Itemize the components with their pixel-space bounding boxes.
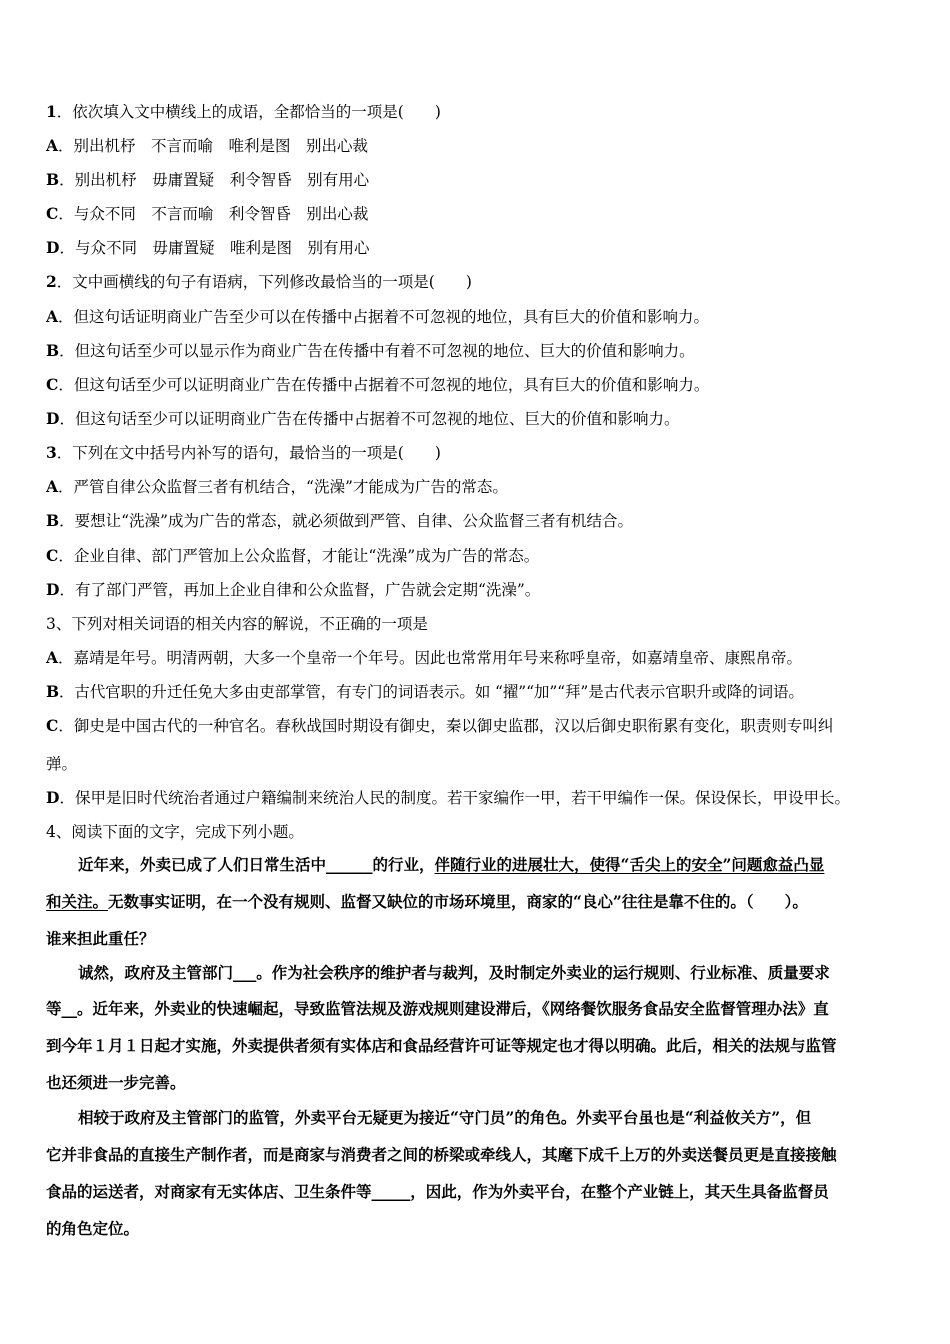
question-2-option-a [46, 307, 709, 327]
fill-blank: _____ [371, 1182, 411, 1201]
passage-text: 无数事实证明，在一个没有规则、监督又缺位的市场环境里，商家的“良心”往往是靠不住的。（ ）。 [108, 892, 808, 911]
fill-blank: ___ [233, 963, 257, 982]
option-letter: B [46, 341, 60, 360]
option-text: ．与众不同 毋庸置疑 唯利是图 别有用心 [59, 239, 370, 257]
option-letter: D [46, 409, 60, 428]
option-text: ．别出机杼 毋庸置疑 利令智昏 别有用心 [59, 171, 370, 189]
passage-text: 近年来，外卖已成了人们日常生活中 [78, 855, 327, 874]
option-text: ．有了部门严管，再加上企业自律和公众监督，广告就会定期“洗澡”。 [59, 581, 541, 599]
question-1-option-a [46, 136, 368, 156]
question-3-option-d [46, 580, 540, 600]
option-letter: D [46, 580, 60, 599]
passage-text: 诚然，政府及主管部门 [78, 963, 234, 982]
option-text: ．古代官职的升迁任免大多由吏部掌管，有专门的词语表示。如 “擢”“加”“拜”是古代表示官职升或降的词语。 [59, 683, 804, 701]
question-1-option-d [46, 238, 369, 258]
option-text: ．但这句话至少可以证明商业广告在传播中占据着不可忽视的地位、巨大的价值和影响力。 [59, 410, 680, 428]
option-letter: C [46, 375, 59, 394]
question-text: ．文中画横线的句子有语病，下列修改最恰当的一项是( ) [56, 273, 472, 291]
option-text: ．要想让“洗澡”成为广告的常态，就必须做到严管、自律、公众监督三者有机结合。 [59, 512, 633, 530]
passage-text: 。近年来，外卖业的快速崛起，导致监管法规及游戏规则建设滞后，《网络餐饮服务食品安全监督管理办法》直 [77, 999, 829, 1018]
passage-text: 。作为社会秩序的维护者与裁判，及时制定外卖业的运行规则、行业标准、质量要求 [256, 963, 830, 982]
question-number: 3 [46, 443, 57, 462]
question-3b-option-c-continued: 弹。 [46, 755, 78, 773]
fill-blank: ______ [326, 855, 373, 874]
option-letter: A [46, 648, 59, 667]
option-letter: A [46, 307, 59, 326]
option-letter: D [46, 788, 60, 807]
option-letter: B [46, 511, 60, 530]
question-3b-option-a [46, 648, 802, 668]
passage-paragraph-3-line-1: 相较于政府及主管部门的监管，外卖平台无疑更为接近“守门员”的角色。外卖平台虽也是“利益攸关方”，但 [78, 1108, 812, 1127]
option-letter: B [46, 682, 60, 701]
question-text: ．依次填入文中横线上的成语，全都恰当的一项是( ) [56, 103, 441, 121]
underlined-sentence: 和关注。 [46, 892, 109, 911]
option-letter: A [46, 136, 59, 155]
question-3-stem [46, 443, 441, 463]
passage-text: 的行业， [372, 855, 435, 874]
question-2-option-c [46, 375, 709, 395]
passage-paragraph-3-line-4: 的角色定位。 [46, 1219, 140, 1238]
question-1-option-c [46, 204, 368, 224]
question-3-option-c [46, 546, 539, 566]
option-text: ．严管自律公众监督三者有机结合，“洗澡”才能成为广告的常态。 [58, 478, 508, 496]
passage-text: ，因此，作为外卖平台，在整个产业链上，其天生具备监督员 [410, 1182, 829, 1201]
question-number: 1 [46, 102, 57, 121]
option-text: ．保甲是旧时代统治者通过户籍编制来统治人民的制度。若干家编作一甲，若干甲编作一保。保设保长，甲设甲长。 [59, 789, 850, 807]
passage-paragraph-1-line-1 [78, 855, 824, 875]
question-3b-option-d [46, 788, 850, 808]
passage-paragraph-2-line-4: 也还须进一步完善。 [46, 1073, 186, 1092]
passage-paragraph-1-line-3: 谁来担此重任？ [46, 929, 155, 948]
option-text: ．但这句话证明商业广告至少可以在传播中占据着不可忽视的地位，具有巨大的价值和影响力。 [58, 308, 710, 326]
passage-paragraph-1-line-2 [46, 892, 808, 912]
option-text: ．御史是中国古代的一种官名。春秋战国时期设有御史，秦以御史监郡，汉以后御史职衔累有变化，职责则专叫纠 [58, 717, 834, 735]
underlined-sentence: 伴随行业的进展壮大，使得“舌尖上的安全”问题愈益凸显 [434, 855, 825, 874]
passage-paragraph-2-line-2 [46, 999, 829, 1019]
passage-text: 食品的运送者，对商家有无实体店、卫生条件等 [46, 1182, 372, 1201]
option-text: ．嘉靖是年号。明清两朝，大多一个皇帝一个年号。因此也常常用年号来称呼皇帝，如嘉靖皇帝、康熙帛帝。 [58, 649, 803, 667]
question-1-option-b [46, 170, 369, 190]
question-2-option-b [46, 341, 695, 361]
question-3-option-b [46, 511, 633, 531]
option-text: ．别出机杼 不言而喻 唯利是图 别出心裁 [58, 137, 369, 155]
option-letter: A [46, 477, 59, 496]
question-3b-option-c [46, 716, 833, 736]
option-text: ．与众不同 不言而喻 利令智昏 别出心裁 [58, 205, 369, 223]
passage-paragraph-3-line-3 [46, 1182, 829, 1202]
option-text: ．但这句话至少可以显示作为商业广告在传播中有着不可忽视的地位、巨大的价值和影响力。 [59, 342, 695, 360]
fill-blank: __ [61, 999, 78, 1018]
passage-paragraph-2-line-3: 到今年１月１日起才实施，外卖提供者须有实体店和食品经营许可证等规定也才得以明确。此后，相关的法规与监管 [46, 1036, 837, 1055]
option-text: ．企业自律、部门严管加上公众监督，才能让“洗澡”成为广告的常态。 [58, 547, 540, 565]
question-4-stem: 4、阅读下面的文字，完成下列小题。 [46, 823, 304, 841]
option-letter: D [46, 238, 60, 257]
passage-paragraph-2-line-1 [78, 963, 830, 983]
question-2-option-d [46, 409, 679, 429]
option-text: ．但这句话至少可以证明商业广告在传播中占据着不可忽视的地位，具有巨大的价值和影响力。 [58, 376, 710, 394]
passage-paragraph-3-line-2: 它并非食品的直接生产制作者，而是商家与消费者之间的桥梁或牵线人，其麾下成千上万的外卖送餐员更是直接接触 [46, 1145, 837, 1164]
question-3b-option-b [46, 682, 804, 702]
question-1-stem [46, 102, 441, 122]
option-letter: B [46, 170, 60, 189]
option-letter: C [46, 546, 59, 565]
option-letter: C [46, 716, 59, 735]
passage-text: 等 [46, 999, 62, 1018]
question-3b-stem: 3、下列对相关词语的相关内容的解说，不正确的一项是 [46, 615, 428, 633]
question-3-option-a [46, 477, 508, 497]
question-2-stem [46, 272, 472, 292]
option-letter: C [46, 204, 59, 223]
question-number: 2 [46, 272, 57, 291]
question-text: ．下列在文中括号内补写的语句，最恰当的一项是( ) [56, 444, 441, 462]
